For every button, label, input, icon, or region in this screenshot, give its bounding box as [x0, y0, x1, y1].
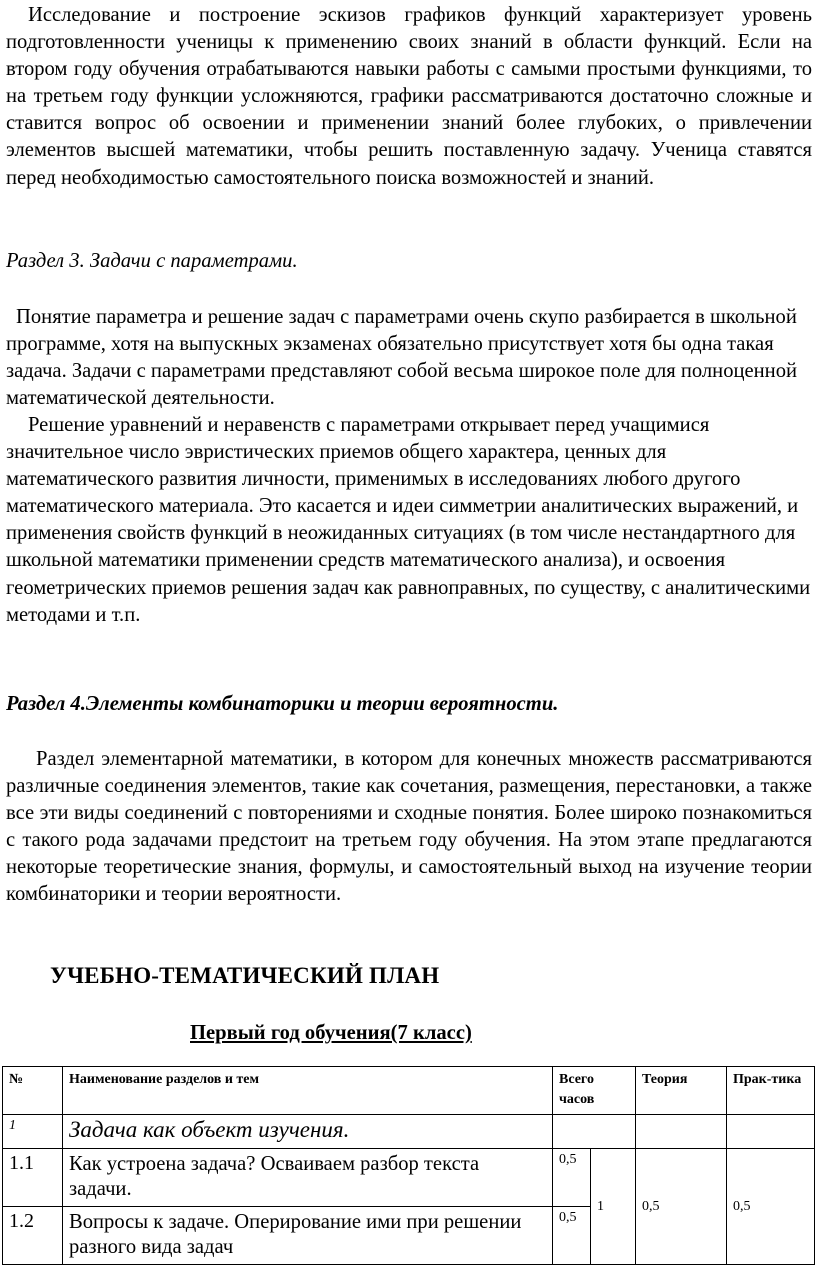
paragraph-combinatorics: Раздел элементарной математики, в котором для конечных множеств рассматриваются различные соединения элементов, такие как сочетания, размещения, перестановки, а также все эти виды соединений с повторениями и сходные понятия. Более широко познакомиться с такого рода задачами предстоит на третьем году обучения. На этом этапе предлагаются некоторые теоретические знания, формулы, и самостоятельный выход на изучение теории комбинаторики и теории вероятности.	[6, 748, 812, 906]
row-title: Как устроена задача? Осваиваем разбор текста задачи.	[63, 1149, 553, 1207]
header-num: №	[3, 1067, 63, 1115]
row-num: 1.1	[3, 1149, 63, 1207]
paragraph-functions: Исследование и построение эскизов графиков функций характеризует уровень подготовленности ученицы к применению своих знаний в области функций. Если на втором году обучения отрабатываются навыки работы с самыми простыми функциями, то на третьем году функции усложняются, графики рассматриваются достаточно сложные и ставится вопрос об освоении и применении знаний более глубоких, о привлечении элементов высшей математики, чтобы решить поставленную задачу. Ученица ставятся перед необходимостью самостоятельного поиска возможностей и знаний.	[6, 4, 812, 189]
plan-title: УЧЕБНО-ТЕМАТИЧЕСКИЙ ПЛАН	[50, 963, 440, 988]
total-hours: 1	[591, 1149, 636, 1265]
header-practice: Прак-тика	[727, 1067, 815, 1115]
practice-hours: 0,5	[727, 1149, 815, 1265]
table-section-row	[3, 1115, 815, 1149]
plan-table	[2, 1066, 815, 1265]
header-name: Наименование разделов и тем	[63, 1067, 553, 1115]
row-hours: 0,5	[553, 1207, 591, 1265]
section-title: Задача как объект изучения.	[63, 1115, 553, 1149]
section-3-heading: Раздел 3. Задачи с параметрами.	[6, 250, 298, 272]
paragraph-equations: Решение уравнений и неравенств с параметрами открывает перед учащимися значительное число эвристических приемов общего характера, ценных для математического развития личности, применимых в исследованиях любого другого математического материала. Это касается и идеи симметрии аналитических выражений, и применения свойств функций в неожиданных ситуациях (в том числе нестандартного для школьной математики применении средств математического анализа), и освоения геометрических приемов решения задач как равноправных, по существу, с аналитическими методами и т.п.	[6, 414, 811, 626]
row-title: Вопросы к задаче. Оперирование ими при решении разного вида задач	[63, 1207, 553, 1265]
section-4-heading: Раздел 4.Элементы комбинаторики и теории вероятности.	[6, 693, 559, 715]
year-title: Первый год обучения(7 класс)	[190, 1022, 472, 1044]
header-total: Всего часов	[553, 1067, 636, 1115]
section-practice-empty	[727, 1115, 815, 1149]
section-num: 1	[3, 1115, 63, 1149]
paragraph-parameters: Понятие параметра и решение задач с параметрами очень скупо разбирается в школьной программе, хотя на выпускных экзаменах обязательно присутствует хотя бы одна такая задача. Задачи с параметрами представляют собой весьма широкое поле для полноценной математической деятельности.	[6, 306, 798, 410]
theory-hours: 0,5	[636, 1149, 727, 1265]
row-hours: 0,5	[553, 1149, 591, 1207]
table-header-row	[3, 1067, 815, 1115]
row-num: 1.2	[3, 1207, 63, 1265]
table-row	[3, 1149, 815, 1207]
header-theory: Теория	[636, 1067, 727, 1115]
section-total-empty	[553, 1115, 636, 1149]
section-theory-empty	[636, 1115, 727, 1149]
